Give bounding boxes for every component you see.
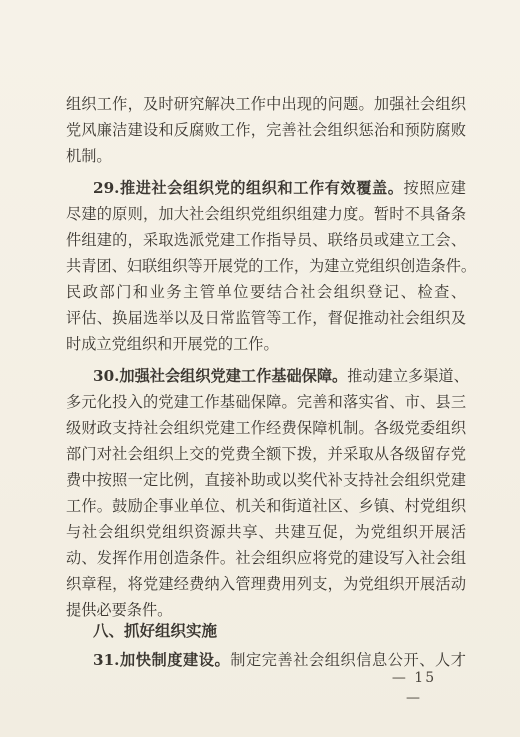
- text-line: 织章程，将党建经费纳入管理费用列支，为党组织开展活动: [66, 575, 466, 593]
- text-line: 级财政支持社会组织党建工作经费保障机制。各级党委组织: [66, 419, 466, 437]
- text-line: 费中按照一定比例，直接补助或以奖代补支持社会组织党建: [66, 471, 466, 489]
- text-line: 时成立党组织和开展党的工作。: [66, 335, 279, 353]
- item-30-text: 推动建立多渠道、: [347, 367, 469, 385]
- page-number: — 15 —: [391, 670, 437, 706]
- text-line: 件组建的，采取选派党建工作指导员、联络员或建立工会、: [66, 231, 466, 249]
- text-line: 部门对社会组织上交的党费全额下拨，并采取从各级留存党: [66, 445, 466, 463]
- text-line: 共青团、妇联组织等开展党的工作，为建立党组织创造条件。: [66, 257, 477, 275]
- text-line: 工作。鼓励企事业单位、机关和街道社区、乡镇、村党组织: [66, 497, 466, 515]
- item-31-heading: 31.加快制度建设。: [93, 651, 231, 669]
- item-30-heading: 30.加强社会组织党建工作基础保障。: [93, 367, 348, 385]
- text-line: 评估、换届选举以及日常监管等工作，督促推动社会组织及: [66, 309, 466, 327]
- text-line: 动、发挥作用创造条件。社会组织应将党的建设写入社会组: [66, 549, 466, 567]
- item-29-text: 按照应建: [403, 179, 466, 197]
- text-line: 尽建的原则，加大社会组织党组织组建力度。暂时不具备条: [66, 205, 466, 223]
- text-line: 提供必要条件。: [66, 601, 173, 619]
- text-line: 与社会组织党组织资源共享、共建互促，为党组织开展活: [66, 523, 466, 541]
- text-line: 机制。: [66, 147, 112, 165]
- item-29-heading: 29.推进社会组织党的组织和工作有效覆盖。: [93, 179, 404, 197]
- paragraph-29-line: [93, 175, 466, 201]
- text-line: 组织工作，及时研究解决工作中出现的问题。加强社会组织: [66, 95, 466, 113]
- text-line: 多元化投入的党建工作基础保障。完善和落实省、市、县三: [66, 393, 466, 411]
- text-line: 民政部门和业务主管单位要结合社会组织登记、检查、: [66, 283, 466, 301]
- item-31-text: 制定完善社会组织信息公开、人才: [230, 651, 466, 669]
- text-line: 党风廉洁建设和反腐败工作，完善社会组织惩治和预防腐败: [66, 121, 466, 139]
- paragraph-30-line: [93, 363, 469, 389]
- section-heading: 八、抓好组织实施: [93, 622, 218, 640]
